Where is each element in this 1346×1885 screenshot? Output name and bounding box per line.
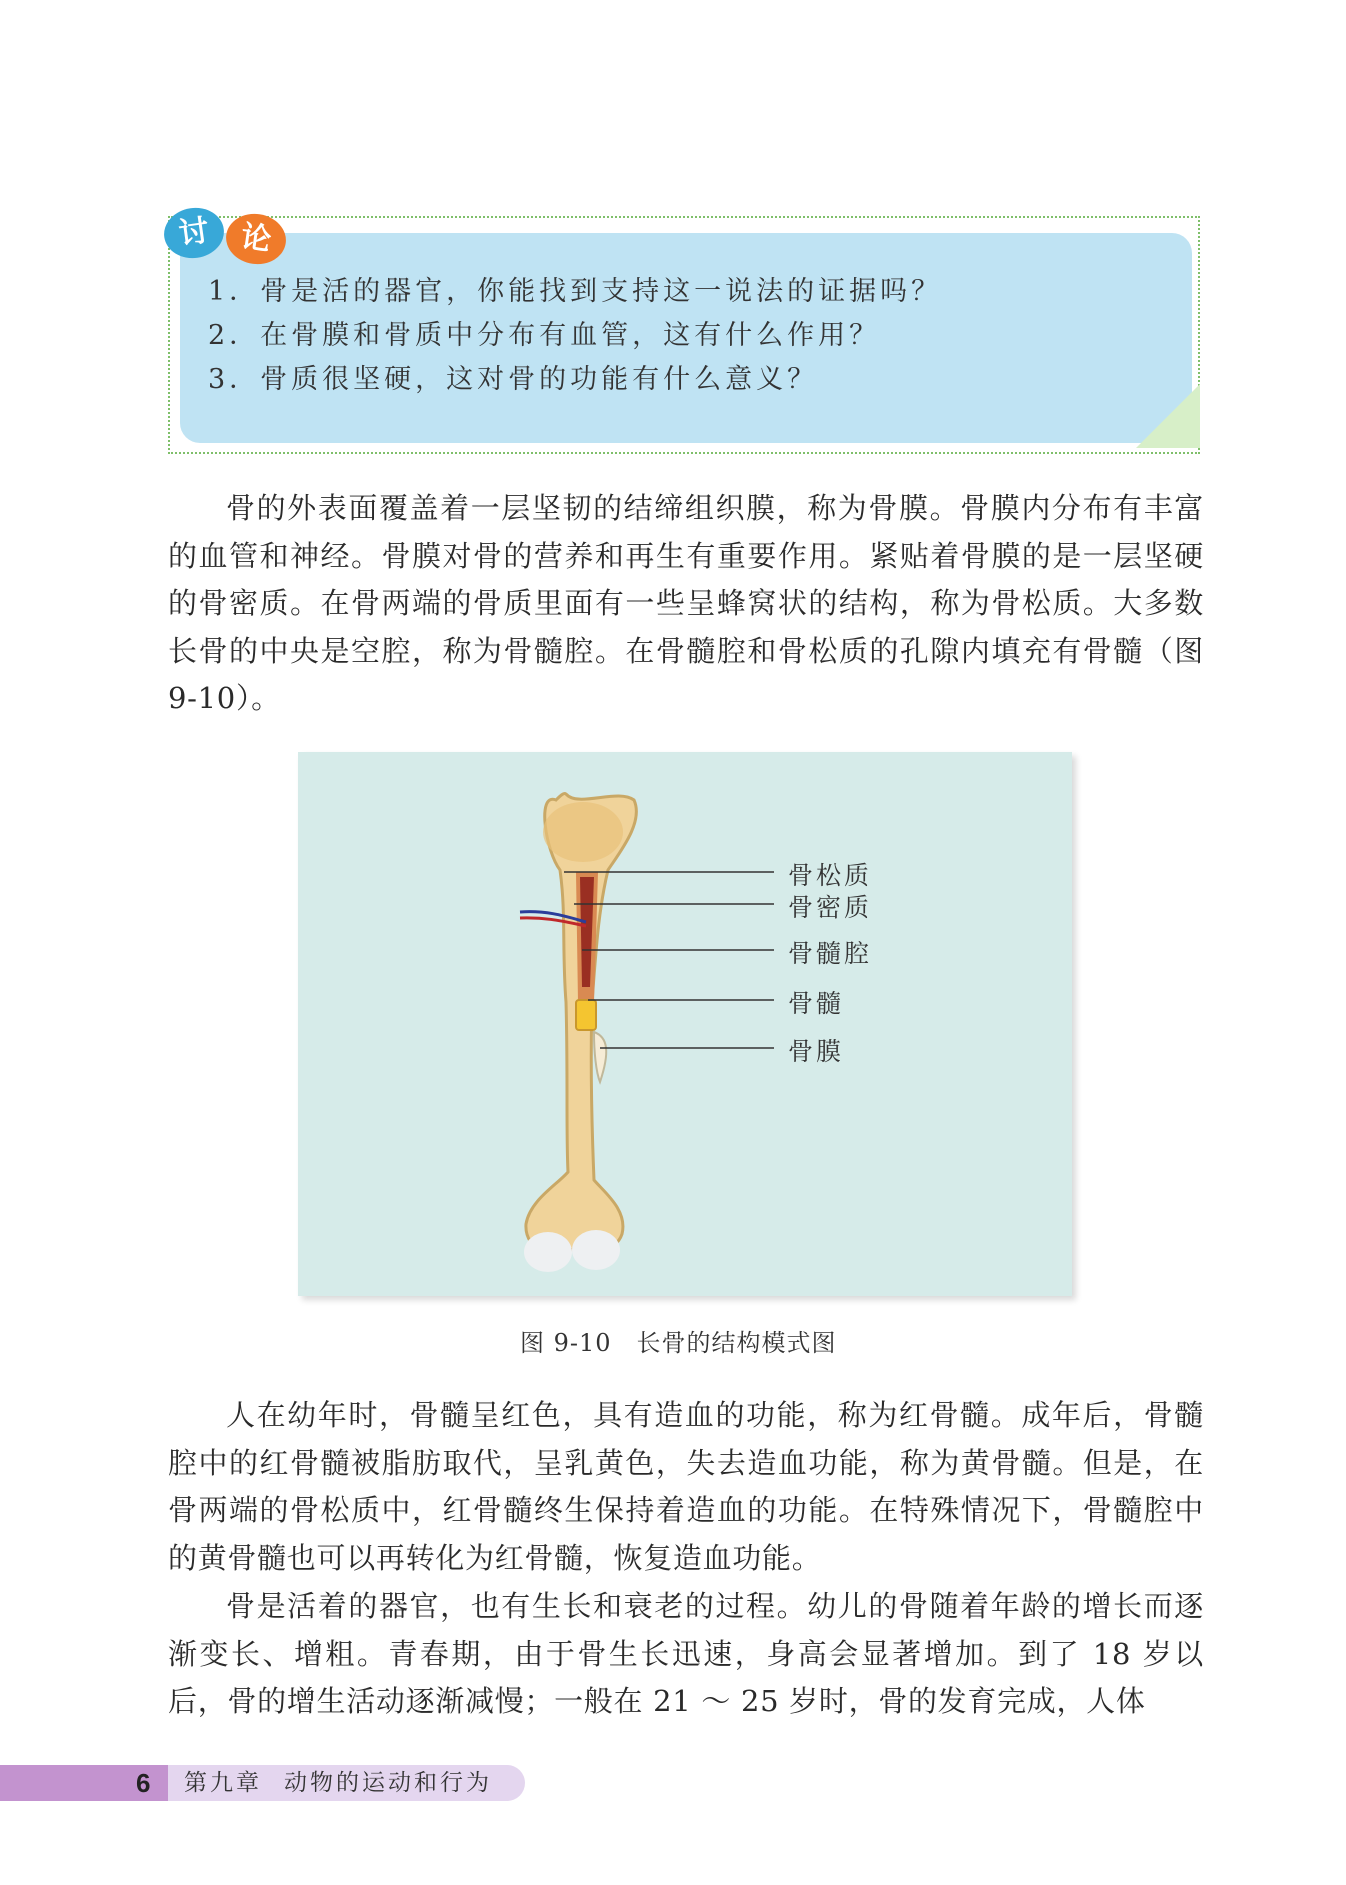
label-marrow-cavity: 骨髓腔 (788, 939, 873, 968)
long-bone-illustration (298, 752, 1072, 1296)
label-spongy-bone: 骨松质 (788, 861, 873, 890)
figure-caption: 图 9-10 长骨的结构模式图 (520, 1329, 837, 1357)
question-2: 2．在骨膜和骨质中分布有血管，这有什么作用？ (208, 320, 881, 351)
label-periosteum: 骨膜 (788, 1037, 845, 1066)
question-1: 1．骨是活的器官，你能找到支持这一说法的证据吗？ (208, 276, 943, 307)
paragraph-marrow: 人在幼年时，骨髓呈红色，具有造血的功能，称为红骨髓。成年后，骨髓腔中的红骨髓被脂肪取代，呈乳黄色，失去造血功能，称为黄骨髓。但是，在骨两端的骨松质中，红骨髓终生保持着造血的功能。在特殊情况下，骨髓腔中的黄骨髓也可以再转化为红骨髓，恢复造血功能。 (168, 1398, 1204, 1575)
page-fold-corner (1136, 384, 1200, 448)
label-compact-bone: 骨密质 (788, 893, 873, 922)
paragraph-bone-growth: 骨是活着的器官，也有生长和衰老的过程。幼儿的骨随着年龄的增长而逐渐变长、增粗。青春期，由于骨生长迅速，身高会显著增加。到了 18 岁以后，骨的增生活动逐渐减慢；一般在 21 ～ 25 岁时，骨的发育完成，人体 (168, 1589, 1204, 1718)
discussion-questions (208, 270, 942, 402)
discussion-badge-right: 论 (223, 210, 289, 268)
chapter-name: 动物的运动和行为 (284, 1770, 492, 1796)
page-number: 6 (136, 1768, 151, 1798)
figure-long-bone (298, 752, 1072, 1296)
paragraph-bone-structure: 骨的外表面覆盖着一层坚韧的结缔组织膜，称为骨膜。骨膜内分布有丰富的血管和神经。骨膜对骨的营养和再生有重要作用。紧贴着骨膜的是一层坚硬的骨密质。在骨两端的骨质里面有一些呈蜂窝状的结构，称为骨松质。大多数长骨的中央是空腔，称为骨髓腔。在骨髓腔和骨松质的孔隙内填充有骨髓（图 9-10）。 (168, 491, 1204, 715)
chapter-number: 第九章 (184, 1770, 262, 1796)
chapter-title (184, 1765, 514, 1801)
label-bone-marrow: 骨髓 (788, 989, 845, 1018)
discussion-badge-left: 讨 (161, 204, 227, 262)
question-3: 3．骨质很坚硬，这对骨的功能有什么意义？ (208, 364, 819, 395)
